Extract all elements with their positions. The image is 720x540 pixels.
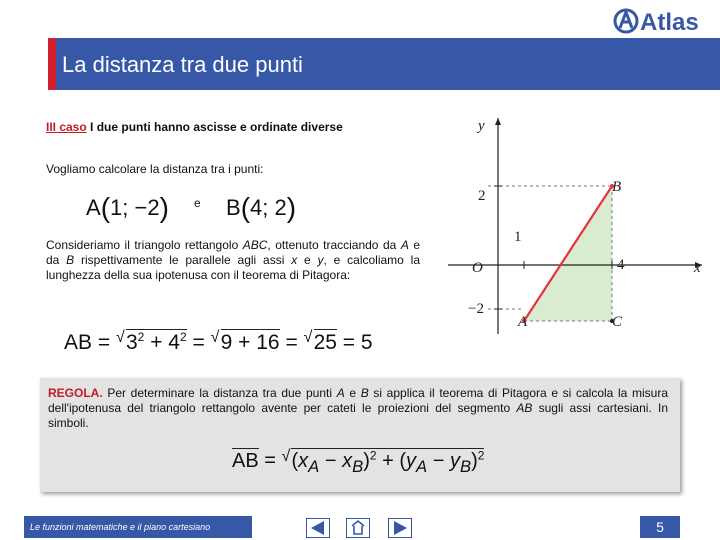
back-icon[interactable] — [346, 518, 370, 538]
point-label-b: B — [612, 179, 622, 195]
conjunction: e — [194, 196, 201, 210]
point-label-a: A — [518, 314, 528, 330]
title-accent — [48, 38, 56, 90]
pythagoras-formula: AB = √ $3^2 + 4^2$ = √ 9 + 16 = √ 25 = 5 — [64, 329, 373, 354]
point-label-c: C — [612, 314, 623, 330]
point-b: B(4; 2) — [226, 192, 297, 223]
svg-text:Atlas: Atlas — [640, 9, 699, 36]
atlas-logo — [612, 6, 712, 36]
tick-label-minus2: −2 — [468, 301, 484, 317]
y-axis-label: y — [478, 118, 485, 134]
tick-label-1: 1 — [514, 229, 522, 245]
origin-label: O — [472, 260, 483, 276]
distance-formula: AB = √ $(x_A - x_B)^2 + (y_A - y_B)^2$ — [232, 447, 485, 476]
intro-text: Vogliamo calcolare la distanza tra i punti: — [46, 162, 264, 176]
first-page-icon[interactable] — [306, 518, 330, 538]
explanation-text: Consideriamo il triangolo rettangolo ABC, ottenuto tracciando da A e da B rispettivamente le parallele agli assi x e y, e calcoliamo la lunghezza della sua ipotenusa con il teorema di Pitagora: — [46, 238, 420, 282]
page-number: 5 — [640, 516, 680, 538]
page-title: La distanza tra due punti — [62, 52, 303, 77]
point-a: A(1; −2) — [86, 192, 169, 223]
tick-label-4: 4 — [617, 257, 625, 273]
next-page-icon[interactable] — [388, 518, 412, 538]
x-axis-label: x — [694, 260, 701, 276]
footer-caption: Le funzioni matematiche e il piano cartesiano — [24, 516, 252, 538]
cartesian-graph — [440, 112, 710, 338]
tick-label-2: 2 — [478, 188, 486, 204]
rule-text: REGOLA. Per determinare la distanza tra due punti A e B si applica il teorema di Pitagora e si calcola la misura dell'ipotenusa del triangolo rettangolo avente per cateti le proiezioni del segmento AB sugli assi cartesiani. In simboli. — [48, 386, 669, 430]
case-label: III caso — [46, 120, 87, 134]
case-heading — [46, 120, 343, 134]
case-text: I due punti hanno ascisse e ordinate diverse — [86, 120, 343, 134]
